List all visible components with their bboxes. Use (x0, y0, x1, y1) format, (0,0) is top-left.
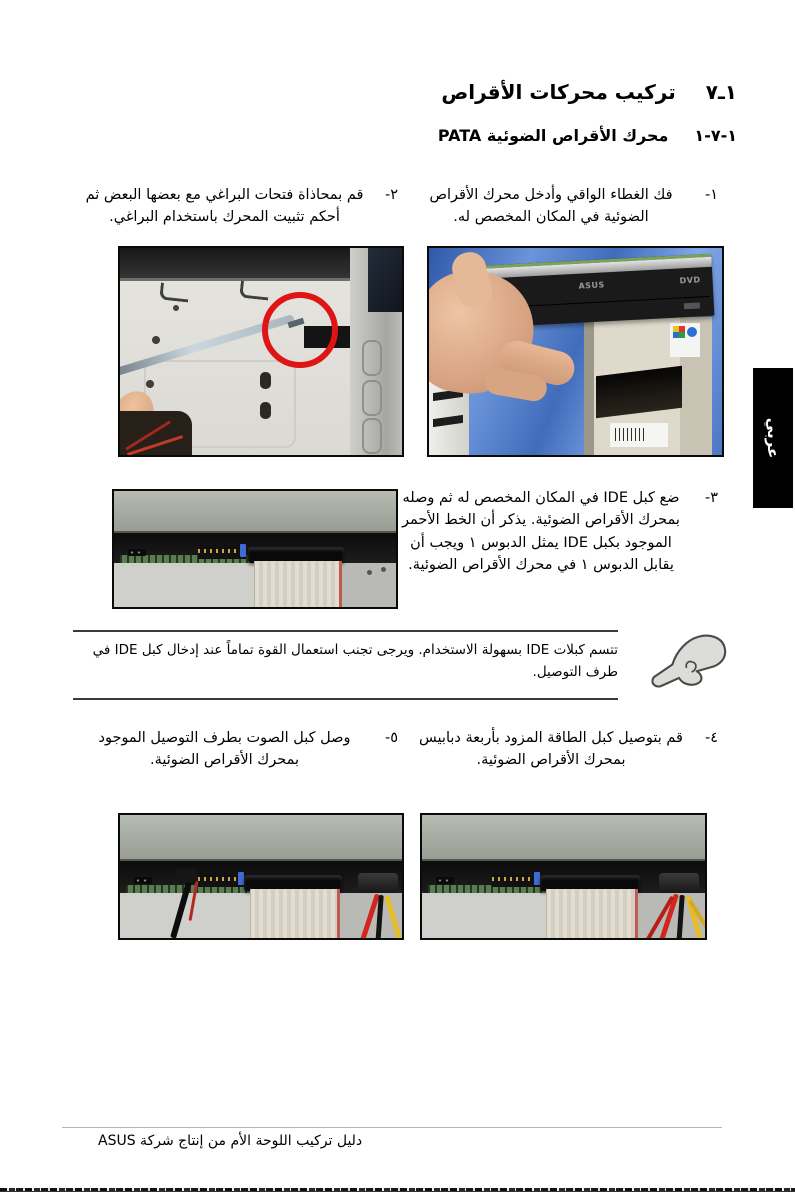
round-sticker (687, 327, 697, 337)
barcode-sticker (610, 423, 668, 447)
audio-header (128, 549, 146, 556)
page-bottom-line (0, 1191, 795, 1192)
step-5 (83, 727, 398, 772)
spring-clip (159, 283, 190, 303)
step-5-text: وصل كبل الصوت بطرف التوصيل الموجود بمحرك الأقراص الضوئية. (98, 730, 351, 769)
drive-label-dvd: DVD (679, 275, 701, 286)
screw-dot (367, 570, 372, 575)
screw-slot (260, 372, 271, 389)
subsection-number: ١-٧-١ (694, 126, 737, 145)
red-wire (127, 435, 183, 456)
photo-insert-drive (427, 246, 724, 457)
screw-dot (381, 567, 386, 572)
photo-fasten-screws (118, 246, 404, 457)
step-2-number: ٢- (384, 187, 398, 203)
open-bay (596, 366, 682, 419)
photo-audio-cable (118, 813, 404, 940)
footer-rule (62, 1127, 722, 1128)
step-2-text: قم بمحاذاة فتحات البراغي مع بعضها البعض ثم أحكم تثبيت المحرك باستخدام البراغي. (85, 187, 364, 226)
step-2 (83, 184, 398, 229)
red-circle-annotation (262, 292, 338, 368)
step-1-number: ١- (704, 187, 718, 203)
step-1 (416, 184, 718, 229)
note-text: تتسم كبلات IDE بسهولة الاستخدام. ويرجى تجنب استعمال القوة تماماً عند إدخال كبل IDE في طرف التوصيل. (92, 642, 618, 680)
case-top (120, 815, 402, 861)
step-4 (416, 727, 718, 772)
case-top (114, 491, 396, 533)
step-4-text: قم بتوصيل كبل الطاقة المزود بأربعة دبابيس بمحرك الأقراص الضوئية. (419, 730, 683, 769)
power-plug (659, 873, 699, 893)
language-edge-tab (753, 368, 793, 508)
blue-jumper (240, 544, 246, 557)
step-3-text: ضع كبل IDE في المكان المخصص له ثم وصله بمحرك الأقراص الضوئية. يذكر أن الخط الأحمر الموجود بكبل IDE يمثل الدبوس ١ ويجب أن يقابل الدبوس ١ في محرك الأقراص الضوئية. (402, 490, 680, 574)
case-top (422, 815, 705, 861)
drive-label-asus: ASUS (578, 280, 605, 291)
step-3 (396, 487, 718, 577)
bezel-vent (362, 340, 382, 376)
spring-clip (239, 281, 270, 301)
section-number: ١ـ٧ (705, 80, 737, 104)
subsection-heading (438, 126, 737, 145)
language-tab-label: عربي (763, 417, 782, 459)
ide-ribbon-cable (546, 889, 638, 938)
jumper-pins (198, 545, 246, 559)
step-1-text: فك الغطاء الواقي وأدخل محرك الأقراص الضوئية في المكان المخصص له. (429, 187, 673, 226)
step-4-number: ٤- (704, 730, 718, 746)
drive-eject-button (684, 302, 700, 309)
case-bezel (350, 248, 402, 455)
tower-case (584, 317, 712, 455)
note-rule-bottom (73, 698, 618, 700)
audio-header (436, 877, 454, 884)
photo-ide-cable (112, 489, 398, 609)
case-slot (433, 415, 463, 427)
footer-text: دليل تركيب اللوحة الأم من إنتاج شركة ASUS (98, 1133, 363, 1149)
photo-power-cable (420, 813, 707, 940)
section-title: تركيب محركات الأقراص (441, 80, 676, 104)
section-heading (441, 80, 737, 104)
step-5-number: ٥- (384, 730, 398, 746)
pointing-hand-icon (648, 632, 732, 692)
ide-ribbon-cable (250, 889, 340, 938)
bezel-vent (362, 418, 382, 454)
note-rule-top (73, 630, 618, 632)
jumper-pins (492, 873, 540, 887)
barcode-lines (615, 428, 645, 441)
subsection-title: محرك الأقراص الضوئية PATA (437, 126, 669, 145)
windows-flag-sticker (673, 326, 685, 338)
wires-corner (120, 411, 192, 455)
bezel-vent (362, 380, 382, 416)
screw-slot (260, 402, 271, 419)
ide-ribbon-cable (254, 561, 342, 607)
power-plug (358, 873, 398, 893)
case-sticker (670, 323, 700, 357)
audio-header (134, 877, 152, 884)
step-3-number: ٣- (704, 490, 718, 506)
bezel-corner (368, 248, 402, 312)
